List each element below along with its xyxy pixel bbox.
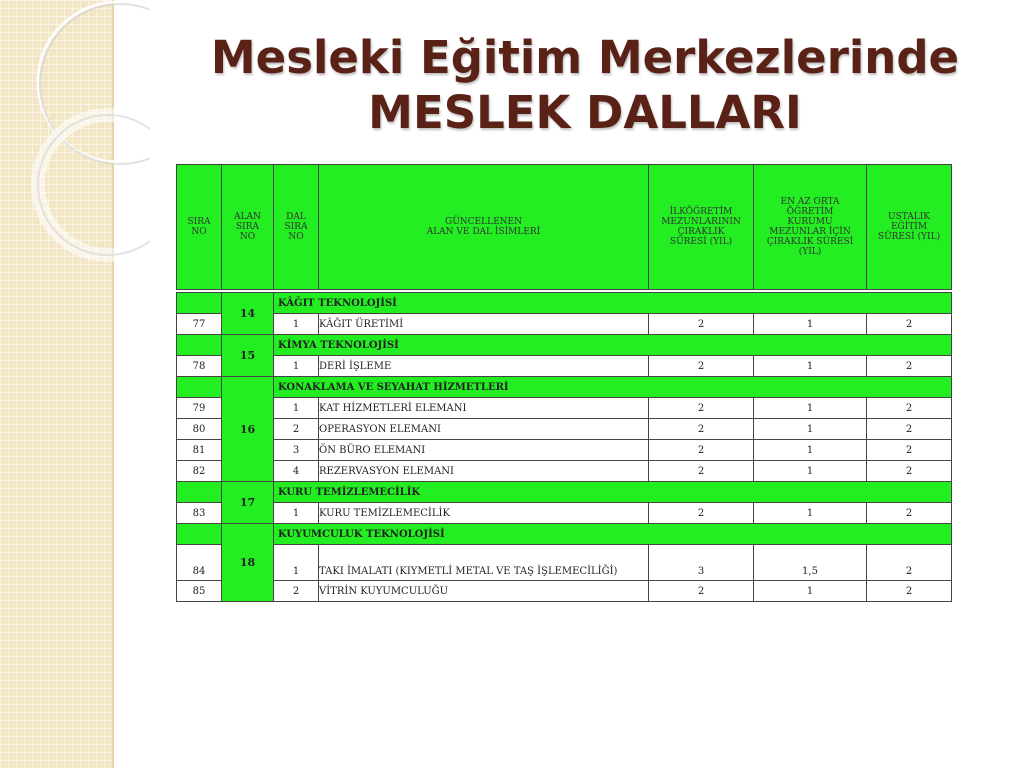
ortaogretim-suresi-cell: 1 xyxy=(754,461,867,482)
table-row xyxy=(177,581,952,602)
dal-name-cell: REZERVASYON ELEMANI xyxy=(319,461,649,482)
sira-no-cell: 85 xyxy=(177,581,222,602)
slide-title xyxy=(150,30,1020,140)
area-name-cell: KURU TEMİZLEMECİLİK xyxy=(274,482,952,503)
dal-name-cell: KURU TEMİZLEMECİLİK xyxy=(319,503,649,524)
header-dal-sira-no: DAL SIRA NO xyxy=(274,165,319,290)
sira-no-cell: 84 xyxy=(177,545,222,581)
area-row xyxy=(177,482,952,503)
table-row xyxy=(177,314,952,335)
ortaogretim-suresi-cell: 1 xyxy=(754,581,867,602)
alan-sira-no-cell: 16 xyxy=(222,377,274,482)
dal-sira-no-cell: 1 xyxy=(274,503,319,524)
table-row xyxy=(177,356,952,377)
dal-name-cell: OPERASYON ELEMANI xyxy=(319,419,649,440)
deco-ring-lower xyxy=(38,115,150,255)
ustalik-suresi-cell: 2 xyxy=(867,503,952,524)
dal-sira-no-cell: 2 xyxy=(274,419,319,440)
ustalik-suresi-cell: 2 xyxy=(867,461,952,482)
area-row xyxy=(177,293,952,314)
area-name-cell: KİMYA TEKNOLOJİSİ xyxy=(274,335,952,356)
alan-sira-no-cell: 14 xyxy=(222,293,274,335)
header-ustalik-suresi: USTALIK EĞİTİM SÜRESİ (YIL) xyxy=(867,165,952,290)
area-name-cell: KÂĞIT TEKNOLOJİSİ xyxy=(274,293,952,314)
ilkogretim-suresi-cell: 2 xyxy=(649,440,754,461)
area-sira-cell xyxy=(177,335,222,356)
dal-sira-no-cell: 3 xyxy=(274,440,319,461)
area-sira-cell xyxy=(177,293,222,314)
ortaogretim-suresi-cell: 1 xyxy=(754,503,867,524)
table-body xyxy=(177,290,952,602)
sira-no-cell: 80 xyxy=(177,419,222,440)
area-row xyxy=(177,377,952,398)
area-row xyxy=(177,335,952,356)
ortaogretim-suresi-cell: 1 xyxy=(754,314,867,335)
area-sira-cell xyxy=(177,377,222,398)
ortaogretim-suresi-cell: 1 xyxy=(754,356,867,377)
ortaogretim-suresi-cell: 1 xyxy=(754,419,867,440)
dal-name-cell: ÖN BÜRO ELEMANI xyxy=(319,440,649,461)
title-line-1: Mesleki Eğitim Merkezlerinde xyxy=(210,31,960,84)
table-header-row xyxy=(177,165,952,290)
ilkogretim-suresi-cell: 2 xyxy=(649,419,754,440)
table-row xyxy=(177,503,952,524)
alan-sira-no-cell: 18 xyxy=(222,524,274,602)
dal-sira-no-cell: 1 xyxy=(274,314,319,335)
ustalik-suresi-cell: 2 xyxy=(867,356,952,377)
area-sira-cell xyxy=(177,524,222,545)
dal-name-cell: KÂĞIT ÜRETİMİ xyxy=(319,314,649,335)
table-row xyxy=(177,419,952,440)
dal-sira-no-cell: 1 xyxy=(274,398,319,419)
area-name-cell: KUYUMCULUK TEKNOLOJİSİ xyxy=(274,524,952,545)
ustalik-suresi-cell: 2 xyxy=(867,314,952,335)
ilkogretim-suresi-cell: 2 xyxy=(649,503,754,524)
ortaogretim-suresi-cell: 1,5 xyxy=(754,545,867,581)
ilkogretim-suresi-cell: 2 xyxy=(649,356,754,377)
dal-name-cell: DERİ İŞLEME xyxy=(319,356,649,377)
ustalik-suresi-cell: 2 xyxy=(867,398,952,419)
decorative-circles xyxy=(0,0,150,320)
alan-sira-no-cell: 17 xyxy=(222,482,274,524)
title-line-2: MESLEK DALLARI xyxy=(368,86,802,139)
sira-no-cell: 83 xyxy=(177,503,222,524)
dal-sira-no-cell: 1 xyxy=(274,356,319,377)
dal-name-cell: VİTRİN KUYUMCULUĞU xyxy=(319,581,649,602)
area-sira-cell xyxy=(177,482,222,503)
table-row xyxy=(177,461,952,482)
header-sira-no: SIRA NO xyxy=(177,165,222,290)
table-row xyxy=(177,440,952,461)
alan-sira-no-cell: 15 xyxy=(222,335,274,377)
header-ortaogretim-suresi: EN AZ ORTA ÖĞRETİM KURUMU MEZUNLAR İÇİN ÇIRAKLIK SÜRESİ (YIL) xyxy=(754,165,867,290)
ortaogretim-suresi-cell: 1 xyxy=(754,398,867,419)
sira-no-cell: 78 xyxy=(177,356,222,377)
table-row xyxy=(177,545,952,581)
ustalik-suresi-cell: 2 xyxy=(867,419,952,440)
header-alan-dal-isimleri: GÜNCELLENEN ALAN VE DAL İSİMLERİ xyxy=(319,165,649,290)
ustalik-suresi-cell: 2 xyxy=(867,440,952,461)
ilkogretim-suresi-cell: 3 xyxy=(649,545,754,581)
sira-no-cell: 79 xyxy=(177,398,222,419)
header-ilkogretim-suresi: İLKÖĞRETİM MEZUNLARININ ÇIRAKLIK SÜRESİ (YIL) xyxy=(649,165,754,290)
area-row xyxy=(177,524,952,545)
ilkogretim-suresi-cell: 2 xyxy=(649,314,754,335)
ilkogretim-suresi-cell: 2 xyxy=(649,398,754,419)
dal-sira-no-cell: 2 xyxy=(274,581,319,602)
area-name-cell: KONAKLAMA VE SEYAHAT HİZMETLERİ xyxy=(274,377,952,398)
table-row xyxy=(177,398,952,419)
ortaogretim-suresi-cell: 1 xyxy=(754,440,867,461)
ustalik-suresi-cell: 2 xyxy=(867,581,952,602)
dal-name-cell: TAKI İMALATI (KIYMETLİ METAL VE TAŞ İŞLEMECİLİĞİ) xyxy=(319,545,649,581)
ilkogretim-suresi-cell: 2 xyxy=(649,461,754,482)
ustalik-suresi-cell: 2 xyxy=(867,545,952,581)
dal-sira-no-cell: 4 xyxy=(274,461,319,482)
ilkogretim-suresi-cell: 2 xyxy=(649,581,754,602)
dal-sira-no-cell: 1 xyxy=(274,545,319,581)
occupations-table xyxy=(176,164,952,602)
header-alan-sira-no: ALAN SIRA NO xyxy=(222,165,274,290)
sira-no-cell: 82 xyxy=(177,461,222,482)
sira-no-cell: 81 xyxy=(177,440,222,461)
dal-name-cell: KAT HİZMETLERİ ELEMANI xyxy=(319,398,649,419)
sira-no-cell: 77 xyxy=(177,314,222,335)
